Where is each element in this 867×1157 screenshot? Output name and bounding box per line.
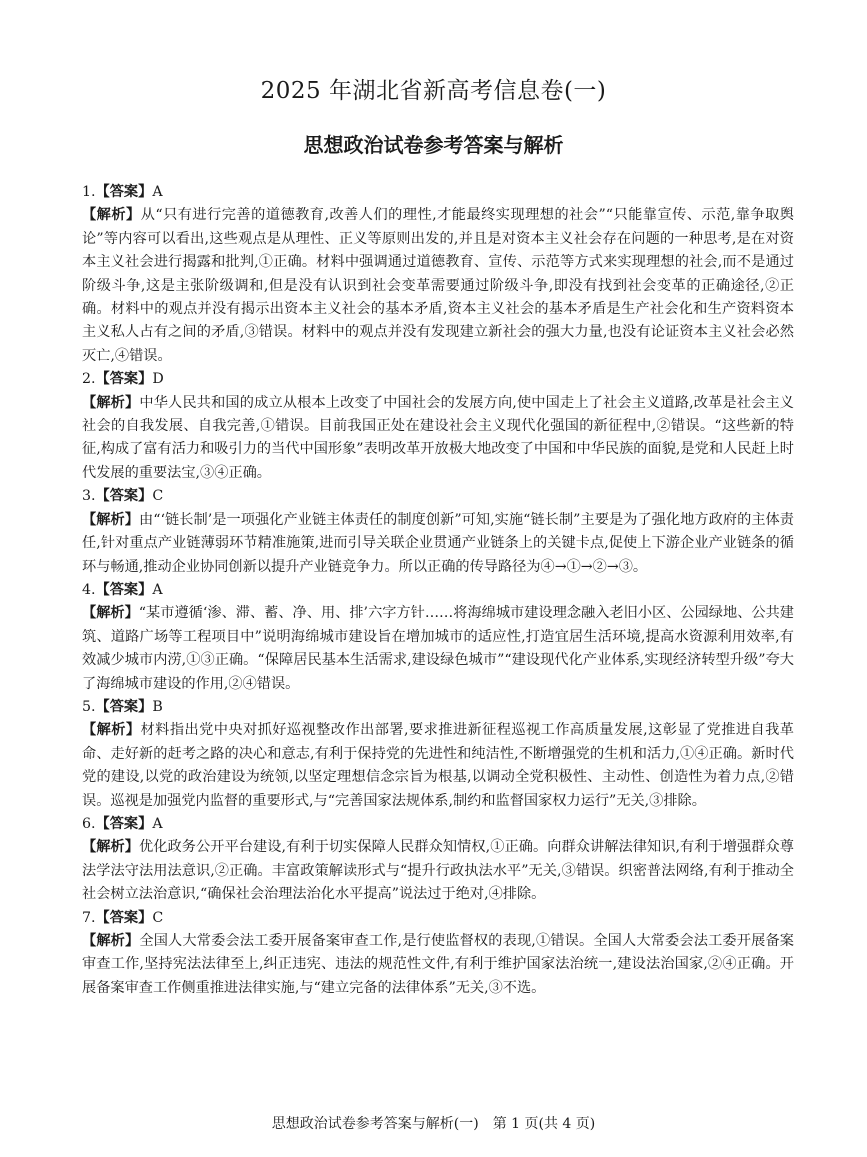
explanation-paragraph	[82, 602, 794, 696]
answer-value: C	[152, 909, 164, 926]
document-subtitle: 思想政治试卷参考答案与解析	[303, 133, 564, 157]
answer-item	[82, 907, 794, 1001]
explanation-text: 优化政务公开平台建设,有利于切实保障人民群众知情权,①正确。向群众讲解法律知识,有利于增强群众尊法学法守法用法意识,②正确。丰富政策解读形式与“提升行政执法水平”无关,③错误。织密普法网络,有利于推动全社会树立法治意识,“确保社会治理法治化水平提高”说法过于绝对,④排除。	[82, 839, 794, 903]
explanation-text: 材料指出党中央对抓好巡视整改作出部署,要求推进新征程巡视工作高质量发展,这彰显了党推进自我革命、走好新的赶考之路的决心和意志,有利于保持党的先进性和纯洁性,不断增强党的生机和活力,①④正确。新时代党的建设,以党的政治建设为统领,以坚定理想信念宗旨为根基,以调动全党积极性、主动性、创造性为着力点,②错误。巡视是加强党内监督的重要形式,与“完善国家法规体系,制约和监督国家权力运行”无关,③排除。	[82, 722, 794, 809]
answer-value: D	[152, 371, 164, 388]
explanation-paragraph	[82, 836, 794, 906]
analysis-label: 【解析】	[82, 933, 140, 949]
explanation-text: 由“‘链长制’是一项强化产业链主体责任的制度创新”可知,实施“链长制”主要是为了强化地方政府的主体责任,针对重点产业链薄弱环节精准施策,进而引导关联企业贯通产业链条上的关键卡点,促使上下游企业产业链条的循环与畅通,推动企业协同创新以提升产业链竞争力。所以正确的传导路径为④→①→②→③。	[82, 511, 794, 575]
answer-line	[82, 813, 794, 836]
answer-item	[82, 813, 794, 907]
answer-label: 【答案】	[95, 488, 153, 505]
answer-label: 【答案】	[95, 184, 153, 200]
answer-item	[82, 368, 794, 485]
answer-item	[82, 696, 794, 813]
question-number: 6.	[82, 815, 96, 832]
answer-value: A	[152, 581, 163, 598]
question-number: 7.	[82, 909, 96, 926]
answer-label: 【答案】	[95, 909, 153, 926]
question-number: 4.	[82, 581, 96, 598]
answer-value: B	[152, 698, 163, 715]
explanation-paragraph	[82, 509, 794, 579]
explanation-text: “某市遵循‘渗、滞、蓄、净、用、排’六字方针……将海绵城市建设理念融入老旧小区、公园绿地、公共建筑、道路广场等工程项目中”说明海绵城市建设旨在增加城市的适应性,打造宜居生活环境,提高水资源利用效率,有效减少城市内涝,①③正确。“保障居民基本生活需求,建设绿色城市”“建设现代化产业体系,实现经济转型升级”夸大了海绵城市建设的作用,②④错误。	[82, 605, 794, 692]
analysis-label: 【解析】	[82, 207, 141, 224]
document-title: 2025 年湖北省新高考信息卷(一)	[260, 78, 607, 104]
answer-value: A	[152, 815, 163, 832]
answer-label: 【答案】	[95, 371, 153, 388]
explanation-text: 全国人大常委会法工委开展备案审查工作,是行使监督权的表现,①错误。全国人大常委会法工委开展备案审查工作,坚持宪法法律至上,纠正违宪、违法的规范性文件,有利于维护国家法治统一,建设法治国家,②④正确。开展备案审查工作侧重推进法律实施,与“建立完备的法律体系”无关,③不选。	[82, 933, 794, 996]
answer-item	[82, 181, 794, 368]
question-number: 2.	[82, 371, 96, 388]
explanation-paragraph	[82, 204, 794, 368]
answer-item	[82, 579, 794, 696]
question-number: 1.	[82, 184, 96, 200]
answer-value: A	[152, 184, 163, 200]
explanation-paragraph	[82, 930, 794, 1000]
question-number: 5.	[82, 698, 96, 715]
answer-line	[82, 368, 794, 391]
answer-line	[82, 696, 794, 719]
answer-line	[82, 907, 794, 930]
analysis-label: 【解析】	[82, 605, 139, 622]
question-number: 3.	[82, 488, 96, 505]
analysis-label: 【解析】	[82, 511, 139, 528]
analysis-label: 【解析】	[82, 839, 140, 856]
answer-item	[82, 485, 794, 579]
answer-line	[82, 181, 794, 204]
answer-label: 【答案】	[95, 815, 153, 832]
answer-line	[82, 579, 794, 602]
analysis-label: 【解析】	[82, 394, 140, 411]
explanation-paragraph	[82, 719, 794, 813]
answer-label: 【答案】	[95, 581, 153, 598]
explanation-text: 从“只有进行完善的道德教育,改善人们的理性,才能最终实现理想的社会”“只能靠宣传、示范,靠争取舆论”等内容可以看出,这些观点是从理性、正义等原则出发的,并且是对资本主义社会存在问题的一种思考,是在对资本主义社会进行揭露和批判,①正确。材料中强调通过道德教育、宣传、示范等方式来实现理想的社会,而不是通过阶级斗争,这是主张阶级调和,但是没有认识到社会变革需要通过阶级斗争,即没有找到社会变革的正确途径,②正确。材料中的观点并没有揭示出资本主义社会的基本矛盾,资本主义社会的基本矛盾是生产社会化和生产资料资本主义私人占有之间的矛盾,③错误。材料中的观点并没有发现建立新社会的强大力量,也没有论证资本主义社会必然灭亡,④错误。	[82, 207, 794, 364]
page-footer: 思想政治试卷参考答案与解析(一) 第 1 页(共 4 页)	[271, 1116, 596, 1132]
answer-line	[82, 485, 794, 508]
explanation-paragraph	[82, 392, 794, 486]
answer-value: C	[152, 488, 164, 505]
answer-label: 【答案】	[95, 698, 153, 715]
explanation-text: 中华人民共和国的成立从根本上改变了中国社会的发展方向,使中国走上了社会主义道路,改革是社会主义社会的自我发展、自我完善,①错误。目前我国正处在建设社会主义现代化强国的新征程中,②错误。“这些新的特征,构成了富有活力和吸引力的当代中国形象”表明改革开放极大地改变了中国和中华民族的面貌,是党和人民赶上时代发展的重要法宝,③④正确。	[82, 394, 794, 481]
answer-list	[82, 181, 794, 1000]
analysis-label: 【解析】	[82, 722, 141, 739]
